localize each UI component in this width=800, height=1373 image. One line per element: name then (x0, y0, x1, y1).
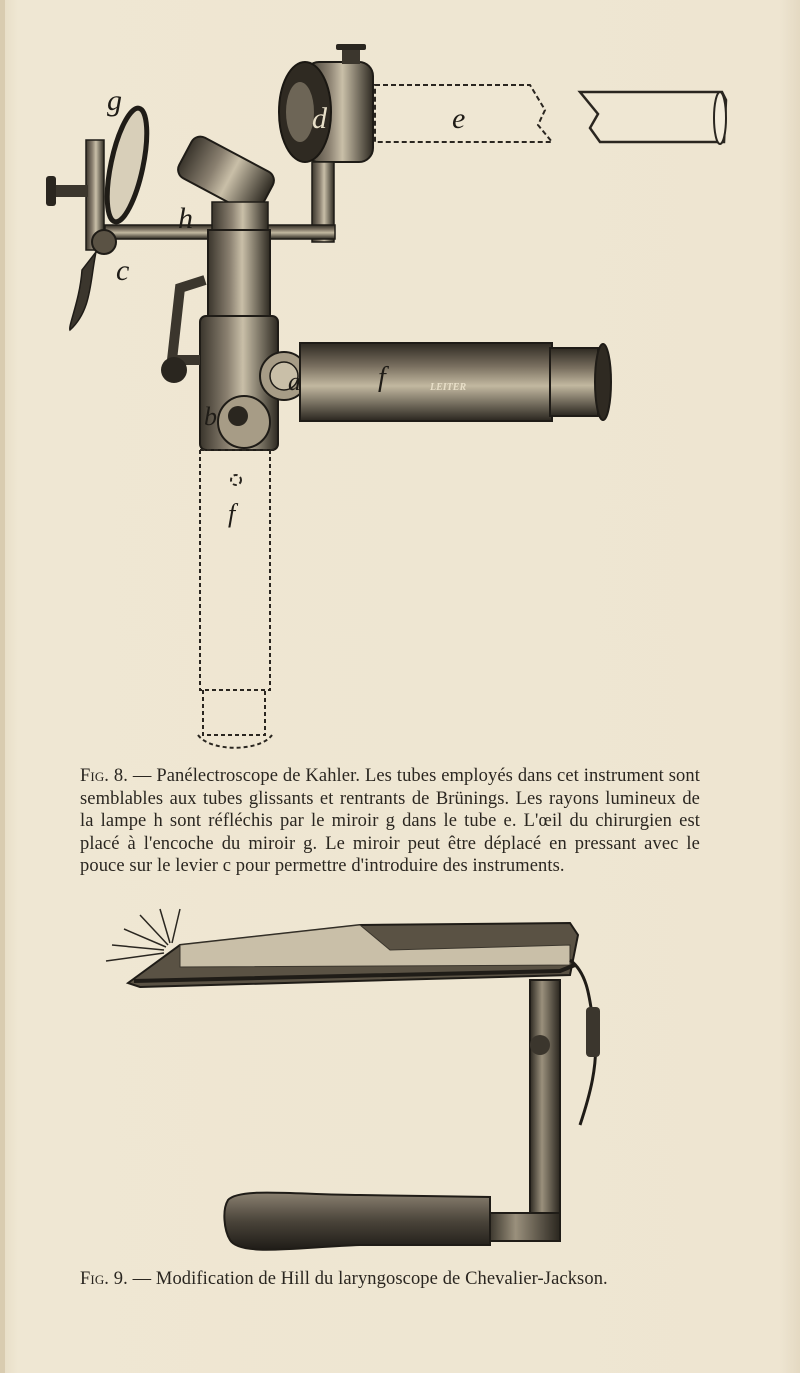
brand-leiter: LEITER (430, 382, 467, 393)
panelectroscope-illustration (0, 30, 800, 770)
laryngoscope-illustration (0, 895, 800, 1275)
laryngoscope-blade (128, 923, 578, 987)
figure-8-caption (80, 765, 700, 878)
figure-8-caption-text: — Panélectroscope de Kahler. Les tubes employés dans cet instrument sont semblables aux tubes glissants et rentrants de Brünings. Les rayons lumineux de la lampe h sont réfléchis par le miroir g dans le tube e. L'œil du chirurgien est placé à l'encoche du miroir g. Le miroir peut être déplacé en pressant avec le pouce sur le levier c pour permettre d'introduire des instruments. (80, 766, 700, 876)
label-f: f (378, 362, 386, 393)
label-e: e (452, 102, 466, 135)
label-c: c (116, 254, 130, 287)
label-h: h (178, 202, 193, 235)
laryngoscope-handle (224, 1193, 490, 1250)
laryngoscope-shaft (486, 980, 560, 1241)
mirror-g (46, 105, 155, 330)
label-b: b (204, 402, 217, 431)
label-a: a (288, 367, 301, 396)
tube-e (375, 85, 726, 144)
figure-8-label: Fig. 8. (80, 766, 128, 786)
label-g: g (107, 84, 122, 117)
label-d: d (312, 102, 327, 135)
vertical-body (161, 230, 308, 450)
figure-9-caption-text: — Modification de Hill du laryngoscope de Chevalier-Jackson. (132, 1269, 608, 1289)
label-f-lower: f (228, 499, 236, 528)
cord-connector (586, 1007, 600, 1057)
figure-9-caption (80, 1268, 730, 1291)
tube-f-vertical-dashed (198, 450, 275, 748)
figure-9-label: Fig. 9. (80, 1269, 128, 1289)
eyepiece-d (279, 44, 373, 242)
